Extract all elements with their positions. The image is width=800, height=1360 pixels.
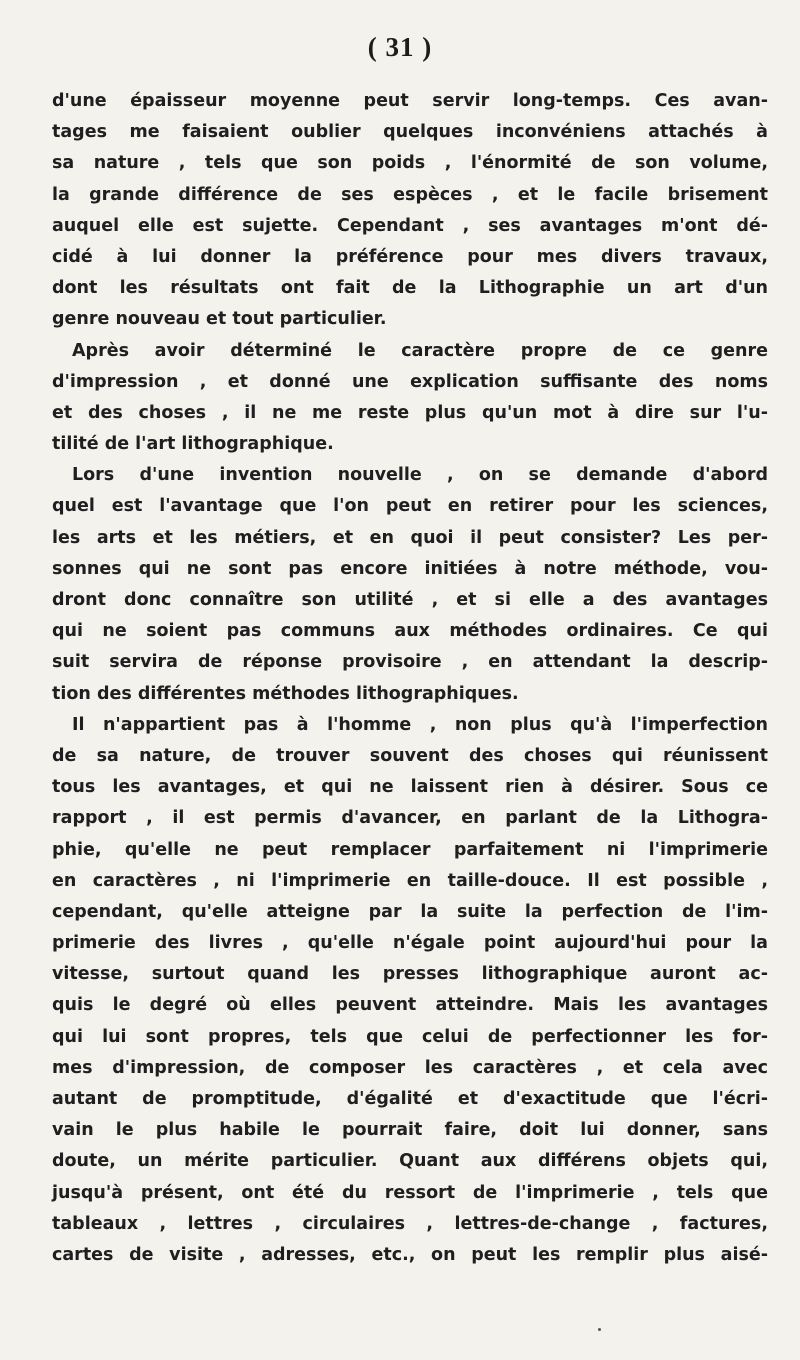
text-line: la grande différence de ses espèces , et le facile brisement — [52, 184, 768, 205]
text-line: tous les avantages, et qui ne laissent rien à désirer. Sous ce — [52, 777, 768, 798]
text-line: d'impression , et donné une explication suffisante des noms — [52, 371, 768, 392]
text-line: Après avoir déterminé le caractère propre de ce genre — [72, 340, 768, 361]
paper-speck — [598, 1328, 601, 1331]
text-line: de sa nature, de trouver souvent des choses qui réunissent — [52, 745, 768, 766]
text-line: et des choses , il ne me reste plus qu'un mot à dire sur l'u- — [52, 402, 768, 423]
text-line: sa nature , tels que son poids , l'énormité de son volume, — [52, 153, 768, 174]
text-line: dont les résultats ont fait de la Lithographie un art d'un — [52, 278, 768, 299]
text-line: cartes de visite , adresses, etc., on peut les remplir plus aisé- — [52, 1244, 768, 1265]
text-line: qui lui sont propres, tels que celui de perfectionner les for- — [52, 1026, 768, 1047]
text-line: genre nouveau et tout particulier. — [52, 309, 387, 330]
text-line: vitesse, surtout quand les presses lithographique auront ac- — [52, 964, 768, 985]
text-line: auquel elle est sujette. Cependant , ses avantages m'ont dé- — [52, 215, 768, 236]
text-line: quis le degré où elles peuvent atteindre. Mais les avantages — [52, 995, 768, 1016]
text-line: dront donc connaître son utilité , et si elle a des avantages — [52, 590, 768, 610]
text-line: mes d'impression, de composer les caractères , et cela avec — [52, 1057, 768, 1078]
text-line: tion des différentes méthodes lithographiques. — [52, 683, 519, 704]
text-line: doute, un mérite particulier. Quant aux différens objets qui, — [52, 1151, 768, 1172]
text-line: suit servira de réponse provisoire , en attendant la descrip- — [52, 652, 768, 673]
text-line: quel est l'avantage que l'on peut en retirer pour les sciences, — [52, 496, 768, 517]
text-line: primerie des livres , qu'elle n'égale point aujourd'hui pour la — [52, 933, 768, 954]
text-line: cidé à lui donner la préférence pour mes divers travaux, — [52, 246, 768, 267]
text-line: Lors d'une invention nouvelle , on se demande d'abord — [72, 465, 768, 486]
text-line: les arts et les métiers, et en quoi il peut consister? Les per- — [52, 527, 768, 548]
text-line: tilité de l'art lithographique. — [52, 434, 334, 455]
text-line: vain le plus habile le pourrait faire, doit lui donner, sans — [52, 1120, 768, 1141]
text-line: tableaux , lettres , circulaires , lettres-de-change , factures, — [52, 1213, 768, 1234]
text-line: en caractères , ni l'imprimerie en taille-douce. Il est possible , — [52, 870, 768, 891]
text-line: rapport , il est permis d'avancer, en parlant de la Lithogra- — [52, 808, 768, 829]
page-number: ( 31 ) — [367, 32, 433, 62]
text-line: tages me faisaient oublier quelques inconvéniens attachés à — [52, 122, 768, 143]
text-line: phie, qu'elle ne peut remplacer parfaitement ni l'imprimerie — [52, 839, 768, 860]
text-line: qui ne soient pas communs aux méthodes ordinaires. Ce qui — [52, 621, 768, 642]
text-line: jusqu'à présent, ont été du ressort de l'imprimerie , tels que — [52, 1182, 768, 1203]
text-line: cependant, qu'elle atteigne par la suite la perfection de l'im- — [52, 901, 768, 922]
text-line: d'une épaisseur moyenne peut servir long-temps. Ces avan- — [52, 91, 768, 111]
text-line: autant de promptitude, d'égalité et d'exactitude que l'écri- — [52, 1089, 768, 1109]
text-line: Il n'appartient pas à l'homme , non plus qu'à l'imperfection — [72, 714, 768, 735]
body-text — [52, 86, 768, 1271]
text-line: sonnes qui ne sont pas encore initiées à notre méthode, vou- — [52, 558, 768, 579]
